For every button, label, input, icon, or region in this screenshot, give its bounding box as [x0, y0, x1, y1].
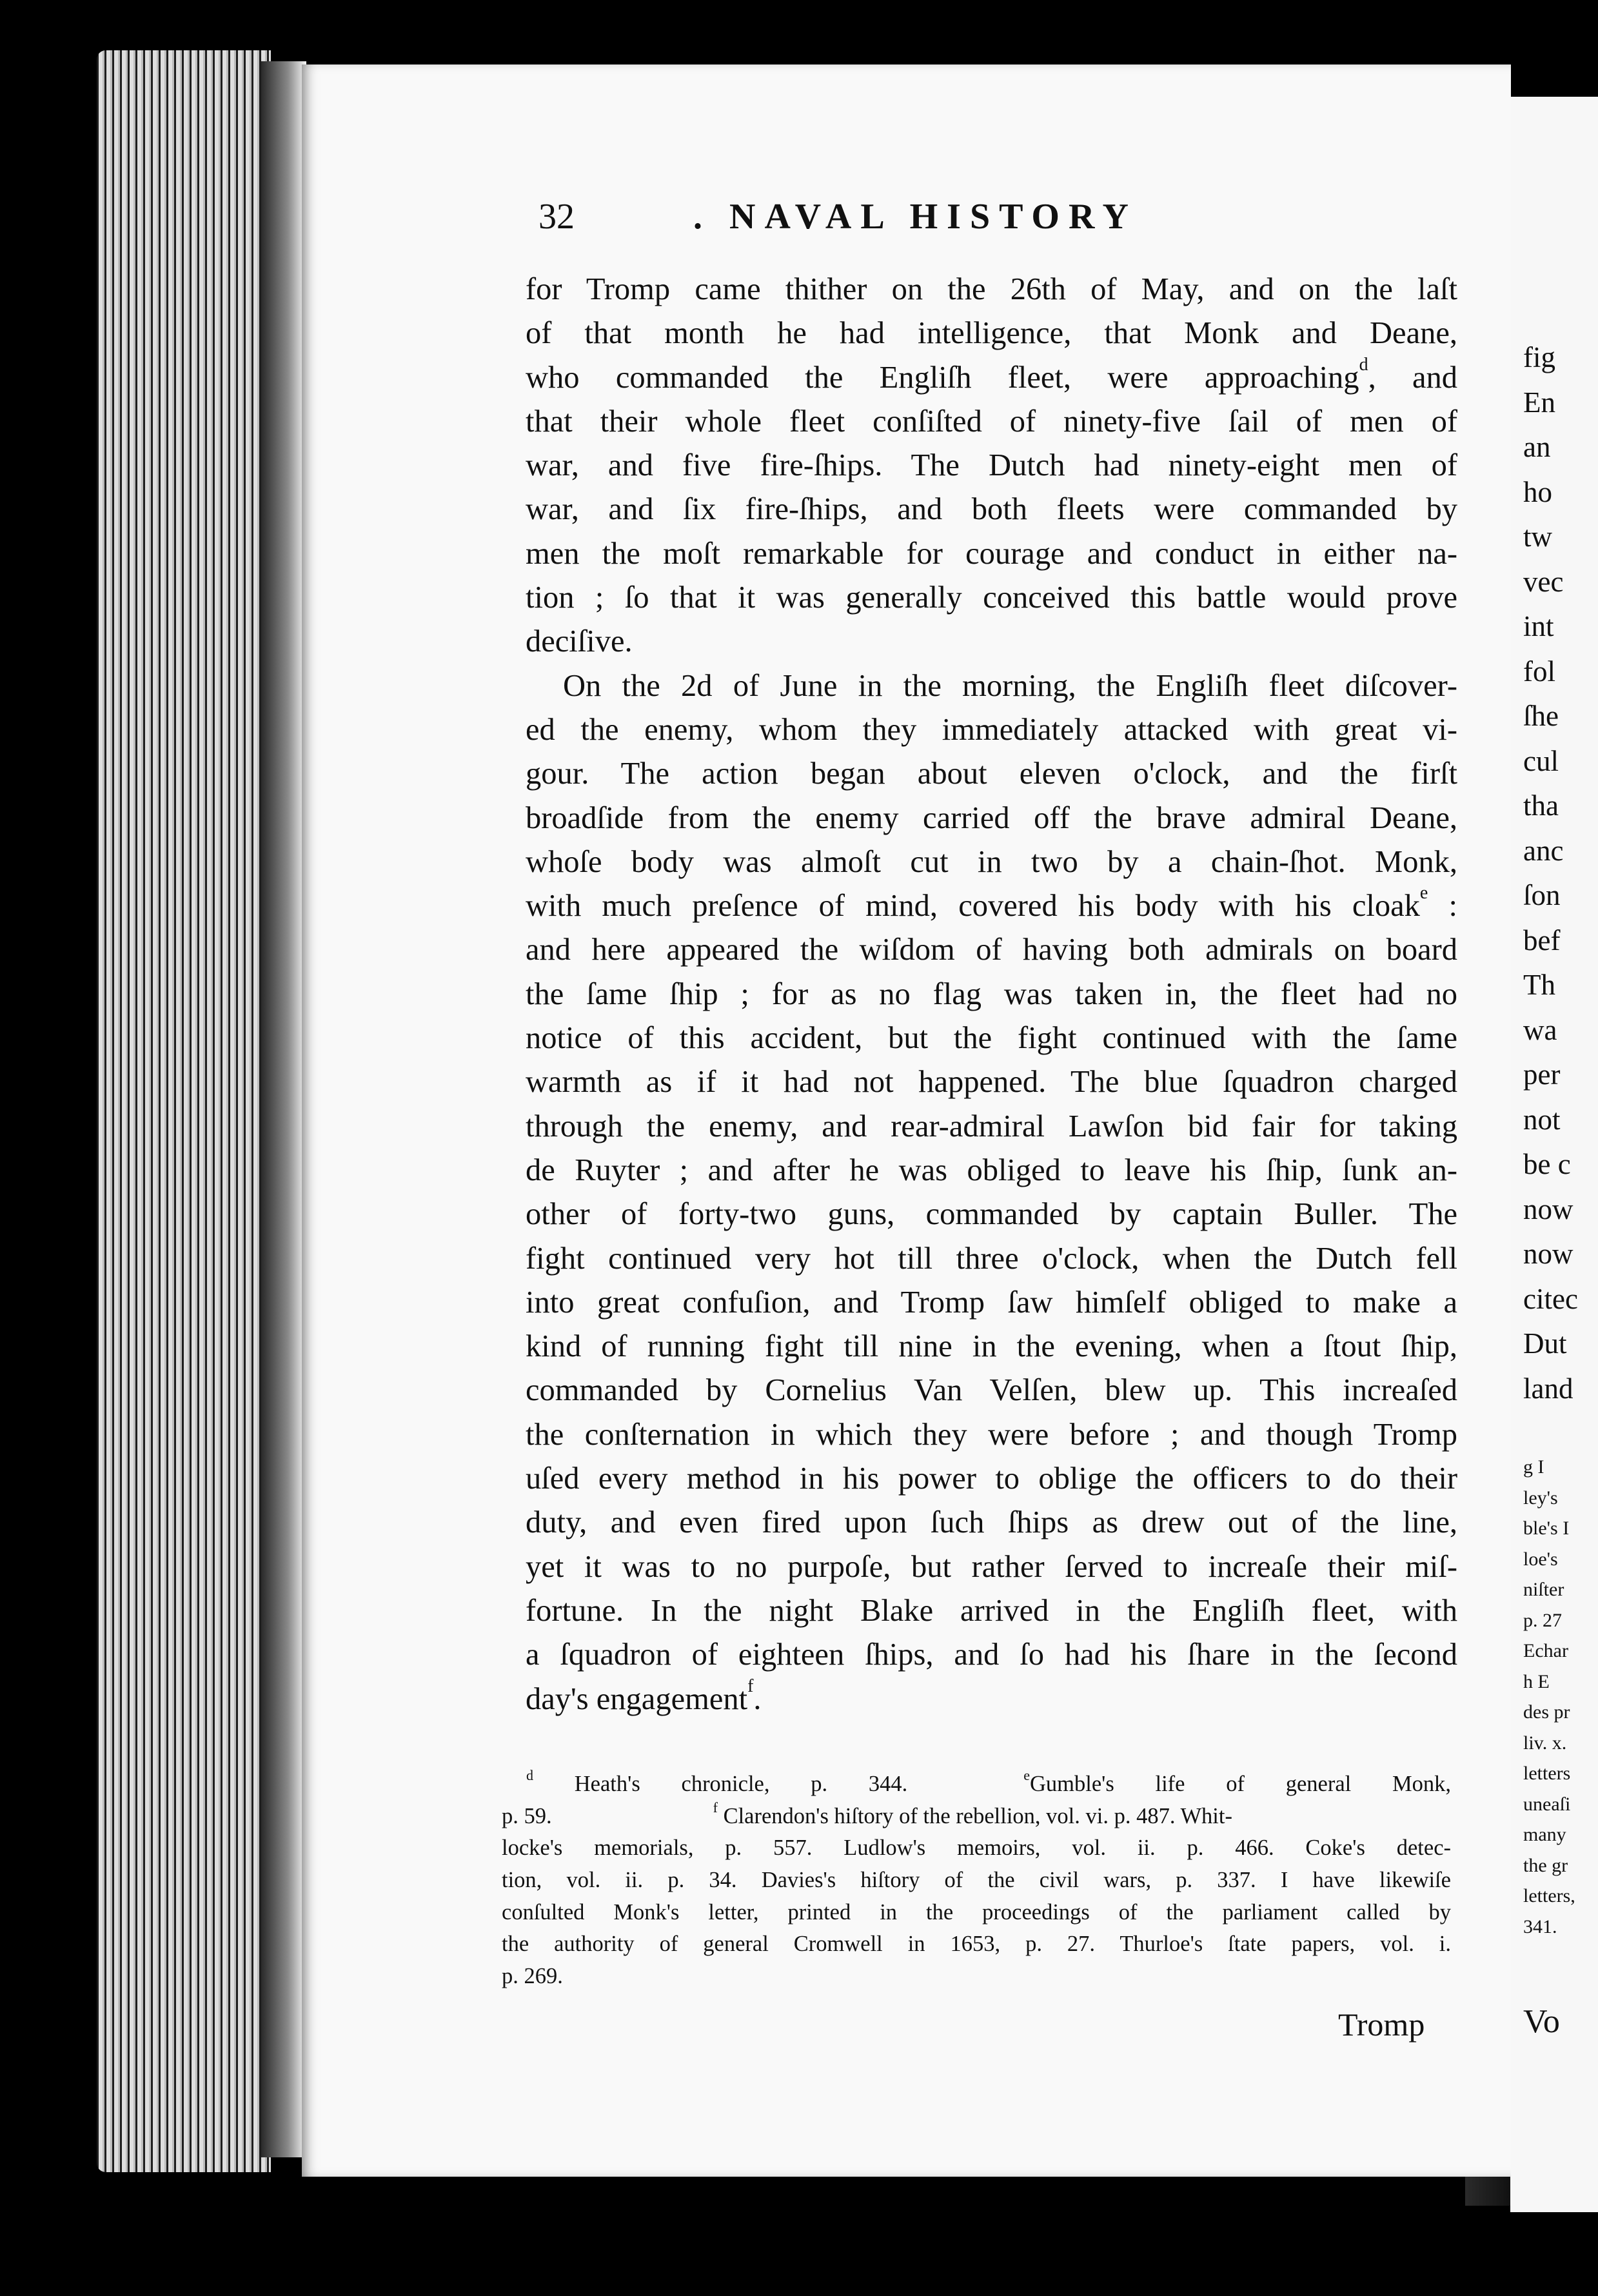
text-line: de Ruyter ; and after he was obliged to leave his ſhip, ſunk an-: [526, 1153, 1457, 1187]
facing-page-line: anc: [1523, 834, 1564, 867]
text-line: broadſide from the enemy carried off the brave admiral Deane,: [526, 800, 1457, 835]
facing-page-note: h E: [1523, 1670, 1550, 1692]
facing-page-note: des pr: [1523, 1701, 1570, 1723]
facing-page-note: niſter: [1523, 1579, 1564, 1600]
text-line: into great confuſion, and Tromp ſaw himſelf obliged to make a: [526, 1285, 1457, 1320]
body-text: [526, 268, 1457, 1721]
facing-page-line: fol: [1523, 655, 1555, 688]
text-line: deciſive.: [526, 624, 633, 659]
facing-page-note: liv. x.: [1523, 1732, 1567, 1754]
facing-page-note: Echar: [1523, 1640, 1568, 1661]
facing-page-line: Dut: [1523, 1327, 1567, 1360]
facing-page-line: Th: [1523, 969, 1555, 1001]
facing-page-line: now: [1523, 1238, 1573, 1270]
facing-page-line: fig: [1523, 341, 1555, 373]
footnote-ref-d: d: [1359, 355, 1368, 375]
facing-page-line: ſhe: [1523, 700, 1559, 732]
footnote-line: locke's memorials, p. 557. Ludlow's memoirs, vol. ii. p. 466. Coke's detec-: [502, 1836, 1451, 1861]
facing-page-line: cul: [1523, 744, 1559, 777]
footnote-ref-f: f: [747, 1677, 754, 1696]
facing-page-note: letters,: [1523, 1885, 1575, 1906]
text-line: duty, and even fired upon ſuch ſhips as drew out of the line,: [526, 1505, 1457, 1540]
text-line: a ſquadron of eighteen ſhips, and ſo had his ſhare in the ſecond: [526, 1638, 1457, 1672]
facing-page-note: ley's: [1523, 1487, 1558, 1509]
footnote-mark-f: f: [713, 1800, 718, 1816]
text-line: the conſternation in which they were before ; and though Tromp: [526, 1417, 1457, 1452]
text-line: day's engagement$^f$.: [526, 1677, 762, 1716]
facing-page-line: an: [1523, 431, 1551, 463]
text-line: the ſame ſhip ; for as no flag was taken in, the fleet had no: [526, 976, 1457, 1011]
running-head: . NAVAL HISTORY: [693, 197, 1138, 237]
text-line: yet it was to no purpoſe, but rather ſerved to increaſe their miſ-: [526, 1549, 1457, 1584]
text-line: kind of running fight till nine in the evening, when a ſtout ſhip,: [526, 1329, 1457, 1364]
facing-page-line: int: [1523, 610, 1554, 642]
facing-page-line: vec: [1523, 565, 1564, 598]
footnote-line: $^d$ Heath's chronicle, p. 344. $^e$Gumble's life of general Monk,: [526, 1768, 1451, 1796]
footnote-ref-e: e: [1419, 884, 1428, 904]
text-line: who commanded the Engliſh fleet, were approaching$^d$, and: [526, 355, 1457, 395]
text-line: uſed every method in his power to oblige the officers to do their: [526, 1461, 1457, 1496]
facing-page-line: now: [1523, 1193, 1573, 1225]
text-line: commanded by Cornelius Van Velſen, blew up. This increaſed: [526, 1373, 1457, 1408]
text-line: ed the enemy, whom they immediately attacked with great vi-: [526, 712, 1457, 747]
facing-page-note: ble's I: [1523, 1518, 1570, 1539]
facing-page-line: be c: [1523, 1148, 1571, 1180]
text-line: for Tromp came thither on the 26th of May, and on the laſt: [526, 272, 1457, 306]
text-line: through the enemy, and rear-admiral Lawſon bid fair for taking: [526, 1109, 1457, 1143]
footnote-line: p. 269.: [502, 1964, 563, 1989]
facing-page-line: per: [1523, 1058, 1561, 1091]
facing-page-note: 341.: [1523, 1915, 1557, 1937]
facing-page-line: citec: [1523, 1282, 1578, 1315]
facing-page-line: tha: [1523, 789, 1559, 822]
facing-page-line: not: [1523, 1103, 1561, 1136]
page-header: [538, 196, 1299, 248]
text-line: of that month he had intelligence, that Monk and Deane,: [526, 316, 1457, 351]
footnote-mark-d: d: [526, 1768, 533, 1783]
facing-page-line: En: [1523, 386, 1555, 419]
facing-page-line: land: [1523, 1372, 1573, 1405]
footnote-line: tion, vol. ii. p. 34. Davies's hiſtory of the civil wars, p. 337. I have likewiſe: [502, 1868, 1451, 1893]
text-line: other of forty-two guns, commanded by captain Buller. The: [526, 1197, 1457, 1232]
facing-page-line: tw: [1523, 520, 1552, 553]
text-line: war, and five fire-ſhips. The Dutch had ninety-eight men of: [526, 448, 1457, 483]
text-line: notice of this accident, but the fight continued with the ſame: [526, 1021, 1457, 1056]
text-line: gour. The action began about eleven o'clock, and the firſt: [526, 757, 1457, 791]
text-line: with much preſence of mind, covered his body with his cloak$^e$ :: [526, 884, 1457, 924]
facing-page-note: the gr: [1523, 1854, 1568, 1876]
footnote-line: p. 59. $^f$ Clarendon's hiſtory of the rebellion, vol. vi. p. 487. Whit-: [502, 1800, 1232, 1828]
facing-page-note: p. 27: [1523, 1609, 1562, 1631]
text-line: fight continued very hot till three o'clock, when the Dutch fell: [526, 1241, 1457, 1276]
footnote-line: the authority of general Cromwell in 1653, p. 27. Thurloe's ſtate papers, vol. i.: [502, 1932, 1451, 1957]
text-line: that their whole fleet conſiſted of ninety-five ſail of men of: [526, 404, 1457, 439]
gutter-shadow: [261, 61, 306, 2157]
text-line: and here appeared the wiſdom of having both admirals on board: [526, 933, 1457, 967]
facing-page: [1510, 97, 1598, 2212]
facing-page-line: wa: [1523, 1013, 1557, 1046]
book-page-edges: [97, 50, 271, 2172]
text-line: war, and ſix fire-ſhips, and both fleets were commanded by: [526, 492, 1457, 527]
text-line: fortune. In the night Blake arrived in the Engliſh fleet, with: [526, 1593, 1457, 1628]
facing-page-catchword: Vo: [1523, 2003, 1560, 2040]
text-line: On the 2d of June in the morning, the Engliſh fleet diſcover-: [563, 668, 1457, 703]
footnote-line: conſulted Monk's letter, printed in the proceedings of the parliament called by: [502, 1899, 1451, 1925]
text-line: whoſe body was almoſt cut in two by a chain-ſhot. Monk,: [526, 844, 1457, 879]
facing-page-note: loe's: [1523, 1548, 1558, 1570]
text-line: warmth as if it had not happened. The blue ſquadron charged: [526, 1065, 1457, 1100]
facing-page-line: ſon: [1523, 879, 1561, 911]
text-line: men the moſt remarkable for courage and conduct in either na-: [526, 536, 1457, 571]
facing-page-note: letters: [1523, 1763, 1571, 1784]
facing-page-line: ho: [1523, 475, 1552, 508]
facing-page-line: bef: [1523, 924, 1561, 956]
facing-page-note: uneaſi: [1523, 1793, 1571, 1815]
page-number: 32: [538, 197, 575, 237]
facing-page-note: many: [1523, 1824, 1566, 1845]
footnote-mark-e: e: [1023, 1768, 1030, 1783]
facing-page-note: g I: [1523, 1456, 1544, 1478]
footnotes: [502, 1768, 1451, 1993]
catchword: Tromp: [1338, 2006, 1425, 2043]
text-line: tion ; ſo that it was generally conceived this battle would prove: [526, 580, 1457, 615]
